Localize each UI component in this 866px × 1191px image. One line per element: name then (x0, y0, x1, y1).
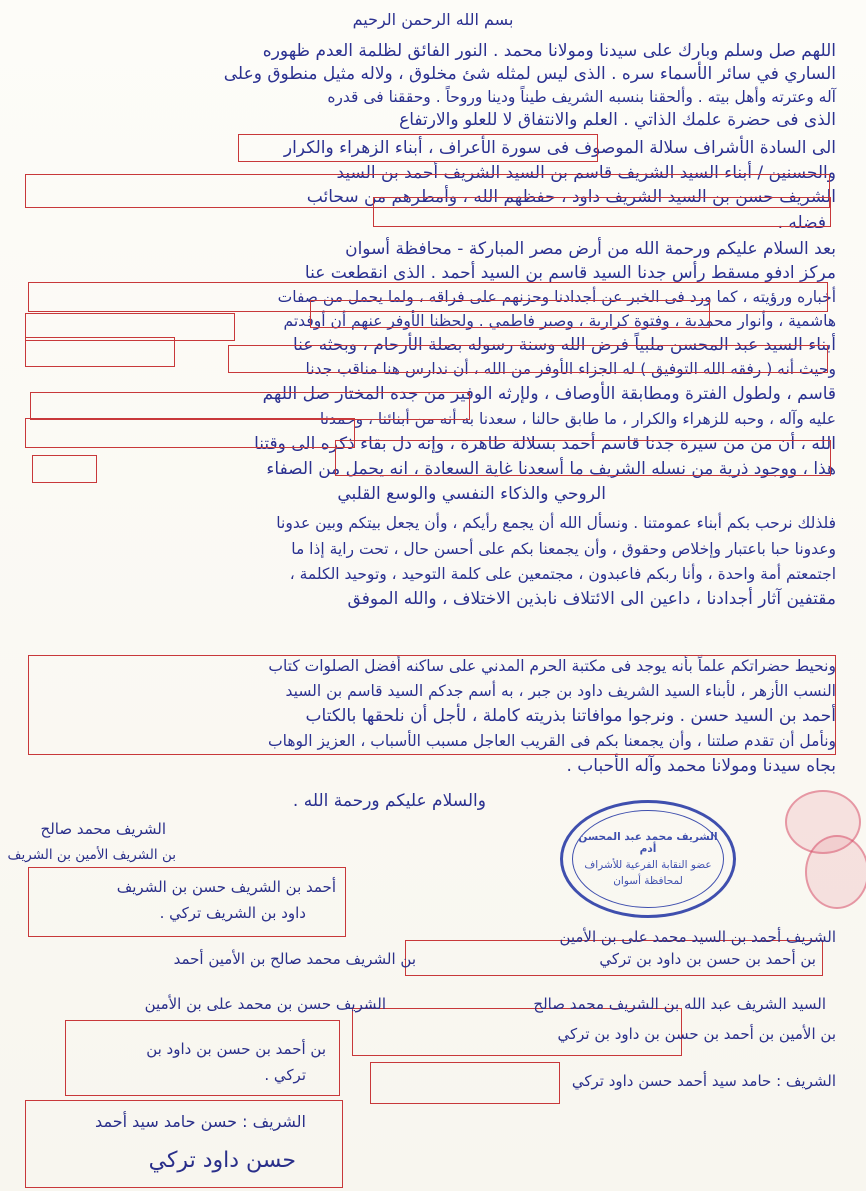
letter-line: هذا ، ووجود ذرية من نسله الشريف ما أسعدنا غاية السعادة ، انه يحمل من الصفاء (266, 459, 836, 479)
highlight-box (32, 455, 97, 483)
letter-line: هاشمية ، وأنوار محمدية ، وفتوة كرارية ، وصبر فاطمي . ولحظنا الأوفر عنهم أن أوفدتم (283, 312, 836, 330)
signature-line: الشريف محمد صالح (40, 820, 166, 838)
letter-line: وعدونا حبا باعتبار وإخلاص وحقوق ، وأن يجمعنا بكم على أحسن حال ، تحت راية إذا ما (291, 540, 836, 558)
letter-line: أحمد بن السيد حسن . ونرجوا موافاتنا بذريته كاملة ، لأجل أن نلحقها بالكتاب (305, 706, 836, 726)
highlight-box (238, 134, 598, 162)
letter-line: مقتفين آثار أجدادنا ، داعين الى الائتلاف نابذين الاختلاف ، والله الموفق (347, 589, 836, 609)
signature-line: بن أحمد بن حسن بن داود بن تركي (599, 950, 816, 968)
highlight-box (25, 337, 175, 367)
official-seal (560, 800, 736, 918)
highlight-box (30, 392, 470, 420)
highlight-box (65, 1020, 340, 1096)
highlight-box (370, 1062, 560, 1104)
seal-region: لمحافظة أسوان (613, 875, 683, 887)
letter-line: الذى فى حضرة علمك الذاتي . العلم والانتفاق لا للعلو والارتفاع (399, 110, 836, 130)
letter-line: أبناء السيد عبد المحسن ملبياً فرض الله وسنة رسوله بصلة الأرحام ، وبحثه عنا (292, 335, 836, 355)
signature-line: الشريف : حسن حامد سيد أحمد (95, 1112, 306, 1131)
basmala: بسم الله الرحمن الرحيم (352, 10, 514, 29)
letter-line: وحيث أنه ( رفقه الله التوفيق ) له الجزاء الأوفر من الله ، أن ندارس هنا مناقب جدنا (305, 360, 836, 378)
signature-line: بن الأمين بن أحمد بن حسن بن داود بن تركي (557, 1025, 836, 1043)
letter-line: اللهم صل وسلم وبارك على سيدنا ومولانا محمد . النور الفائق لظلمة العدم ظهوره (262, 41, 836, 61)
letter-line: ونأمل أن تقدم صلتنا ، وأن يجمعنا بكم فى القريب العاجل مسبب الأسباب ، العزيز الوهاب (268, 732, 836, 750)
signature-line: حسن داود تركي (148, 1148, 296, 1173)
letter-line: الى السادة الأشراف سلالة الموصوف فى سورة الأعراف ، أبناء الزهراء والكرار (283, 138, 836, 158)
letter-line: النسب الأزهر ، لأبناء السيد الشريف داود بن جبر ، به أسم جدكم السيد قاسم بن السيد (285, 682, 836, 700)
letter-line: فلذلك نرحب بكم أبناء عمومتنا . ونسأل الله أن يجمع رأيكم ، وأن يجعل بيتكم وبين عدونا (276, 514, 836, 532)
signature-line: الشريف أحمد بن السيد محمد على بن الأمين (559, 928, 836, 946)
signature-line: الشريف حسن بن محمد على بن الأمين (144, 995, 386, 1013)
letter-line: بجاه سيدنا ومولانا محمد وآله الأحباب . (566, 756, 836, 776)
letter-line: والحسنين / أبناء السيد الشريف قاسم بن السيد الشريف أحمد بن السيد (336, 163, 836, 183)
letter-line: والسلام عليكم ورحمة الله . (292, 791, 486, 811)
letter-line: أخباره ورؤيته ، كما ورد فى الخبر عن أجدادنا وحزنهم على فراقه ، ولما يحمل من صفات (277, 288, 836, 306)
letter-line: بعد السلام عليكم ورحمة الله من أرض مصر المباركة - محافظة أسوان (345, 239, 836, 259)
highlight-box (310, 300, 710, 328)
highlight-box (228, 345, 828, 373)
stamp-mark (805, 835, 866, 909)
letter-line: ونحيط حضراتكم علماً بأنه يوجد فى مكتبة الحرم المدني على ساكنه أفضل الصلوات كتاب (268, 657, 836, 675)
signature-line: الشريف : حامد سيد أحمد حسن داود تركي (571, 1072, 836, 1090)
letter-line: الله ، أن من من سيرة جدنا قاسم أحمد بسلالة طاهرة ، وإنه دل بقاء ذكره الى وقتنا (254, 434, 836, 454)
highlight-box (335, 440, 831, 476)
letter-line: عليه وآله ، وحبه للزهراء والكرار ، ما طابق حالنا ، سعدنا به أنه من أبنائنا ، وحمدنا (319, 410, 836, 428)
letter-line: مركز ادفو مسقط رأس جدنا السيد قاسم بن السيد أحمد . الذى انقطعت عنا (304, 263, 836, 283)
seal-title: عضو النقابة الفرعية للأشراف (584, 859, 712, 871)
letter-line: فضله . (777, 213, 826, 233)
letter-line: الروحي والذكاء النفسي والوسع القلبي (337, 484, 606, 504)
signature-line: أحمد بن الشريف حسن بن الشريف (116, 878, 336, 896)
letter-line: اجتمعتم أمة واحدة ، وأنا ربكم فاعبدون ، مجتمعين على كلمة التوحيد ، وتوحيد الكلمة ، (289, 565, 836, 583)
letter-line: الشريف حسن بن السيد الشريف داود ، حفظهم الله ، وأمطرهم من سحائب (306, 187, 836, 207)
signature-line: بن أحمد بن حسن بن داود بن (146, 1040, 326, 1058)
letter-line: آله وعترته وأهل بيته . وألحقنا بنسبه الشريف طيناً ودينا وروحاً . وحققنا فى قدره (327, 88, 836, 106)
letter-line: الساري في سائر الأسماء سره . الذى ليس لمثله شئ مخلوق ، ولاله مثيل منطوق وعلى (223, 64, 836, 84)
highlight-box (25, 418, 355, 448)
highlight-box (373, 197, 831, 227)
seal-name: الشريف محمد عبد المحسن أدم (578, 831, 718, 855)
signature-line: بن الشريف محمد صالح بن الأمين أحمد (173, 950, 416, 968)
signature-line: تركي . (264, 1066, 306, 1084)
signature-line: بن الشريف الأمين بن الشريف (7, 847, 176, 863)
signature-line: داود بن الشريف تركي . (159, 904, 306, 922)
letter-line: قاسم ، ولطول الفترة ومطابقة الأوصاف ، ولإرثه الوفير من جده المختار صل اللهم (262, 384, 836, 404)
highlight-box (28, 655, 836, 755)
signature-line: السيد الشريف عبد الله بن الشريف محمد صالح (533, 995, 826, 1013)
